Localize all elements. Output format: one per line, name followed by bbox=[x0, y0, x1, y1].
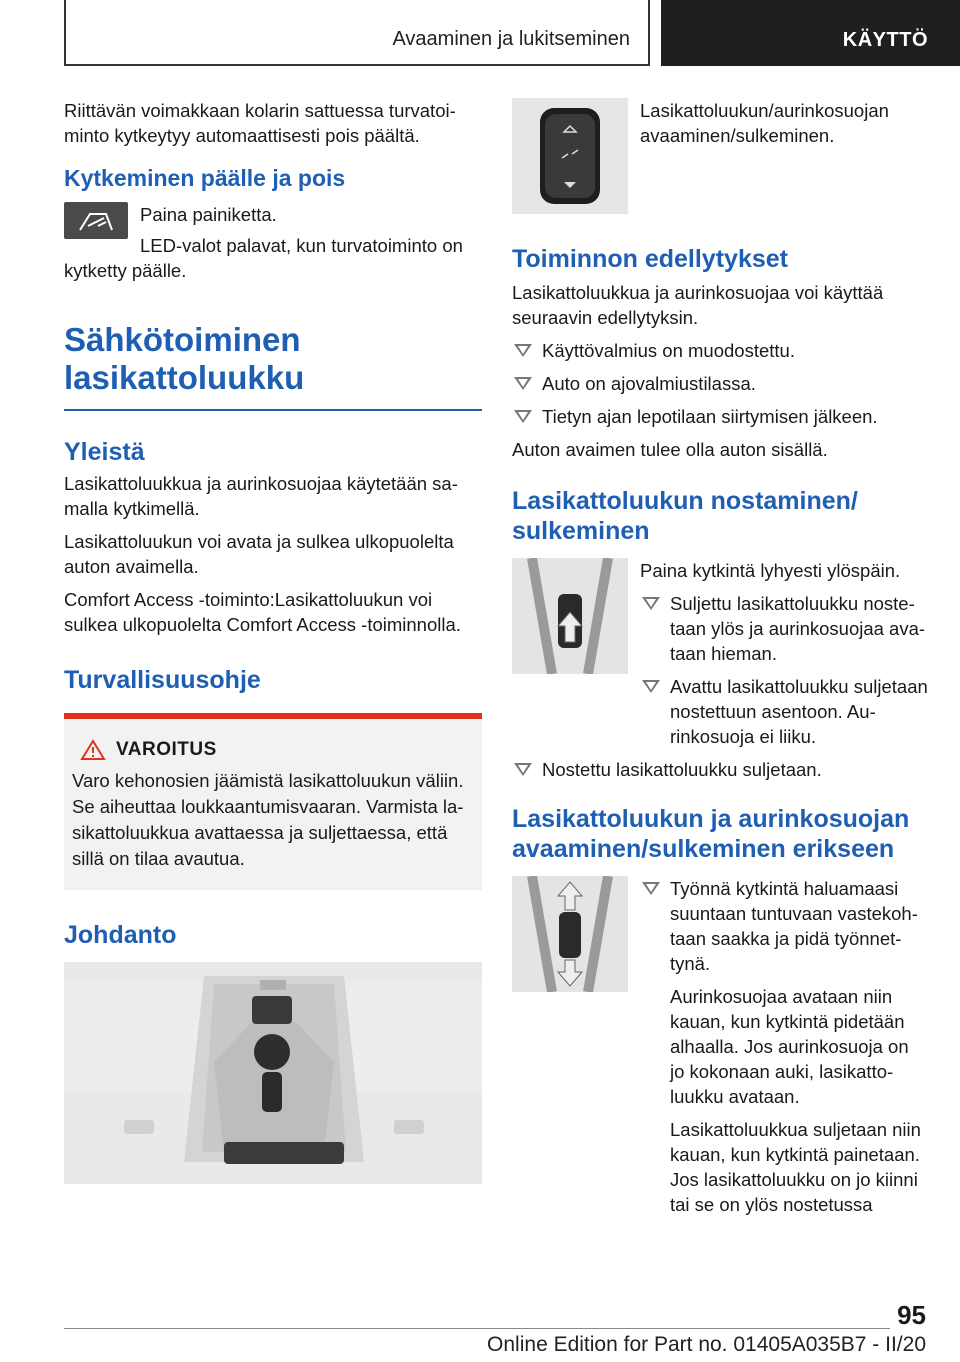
safety-heading: Turvallisuusohje bbox=[64, 666, 261, 694]
footer-divider bbox=[64, 1328, 890, 1329]
sunroof-switch-photo bbox=[512, 98, 628, 214]
conditions-heading: Toiminnon edellytykset bbox=[512, 245, 788, 273]
intro-paragraph: Riittävän voimakkaan kolarin sattuessa turvatoiminto kytkeytyy automaattisesti pois päältä. bbox=[64, 100, 456, 146]
intro-heading: Johdanto bbox=[64, 921, 177, 949]
general-paragraph-3: Comfort Access -toiminto:Lasikattoluukun voi sulkea ulkopuolelta Comfort Access -toiminnolla. bbox=[64, 589, 461, 635]
general-heading: Yleistä bbox=[64, 438, 145, 466]
bullet-triangle-icon bbox=[514, 377, 532, 390]
raise-row bbox=[512, 558, 928, 757]
switch-step-1: Paina painiketta. bbox=[140, 204, 277, 225]
conditions-intro: Lasikattoluukkua ja aurinkosuojaa voi käyttää seuraavin edellytyksin. bbox=[512, 282, 884, 328]
raise-list bbox=[640, 591, 928, 749]
raise-heading: Lasikattoluukun nostaminen/ sulkeminen bbox=[512, 487, 858, 545]
page-number: 95 bbox=[897, 1300, 926, 1330]
separate-paragraph-2: Lasikattoluukkua suljetaan niin kauan, kun kytkintä painetaan. Jos lasikattoluukku on jo kiinni tai se on ylös nostetussa bbox=[670, 1119, 921, 1215]
raise-intro: Paina kytkintä lyhyesti ylöspäin. bbox=[640, 560, 901, 581]
bullet-triangle-icon bbox=[514, 763, 532, 776]
separate-list bbox=[640, 876, 928, 976]
chapter-tab bbox=[661, 0, 960, 66]
raise-extra-list bbox=[512, 757, 928, 782]
overhead-console-photo bbox=[64, 962, 482, 1184]
switch-caption: Lasikattoluukun/aurinkosuojan avaaminen/sulkeminen. bbox=[640, 100, 889, 146]
list-item: Käyttövalmius on muodostettu. bbox=[512, 338, 928, 363]
warning-title: VAROITUS bbox=[116, 739, 217, 760]
section-title: Avaaminen ja lukitseminen bbox=[392, 28, 630, 50]
general-paragraph-2: Lasikattoluukun voi avata ja sulkea ulkopuolelta auton avaimella. bbox=[64, 531, 454, 577]
main-title-line-1: Sähkötoiminen bbox=[64, 321, 301, 358]
list-item: Työnnä kytkintä haluamaasi suuntaan tuntuvaan vastekohtaan saakka ja pidä työnnettynä. bbox=[640, 876, 928, 976]
bullet-triangle-icon bbox=[642, 597, 660, 610]
separate-heading: Lasikattoluukun ja aurinkosuojan avaaminen/sulkeminen erikseen bbox=[512, 805, 910, 863]
list-item: Suljettu lasikattoluukku nostetaan ylös ja aurinkosuojaa avataan hieman. bbox=[640, 591, 928, 666]
warning-triangle-icon bbox=[80, 739, 106, 761]
list-item: Tietyn ajan lepotilaan siirtymisen jälkeen. bbox=[512, 404, 928, 429]
bullet-triangle-icon bbox=[514, 410, 532, 423]
switch-caption-row bbox=[512, 98, 928, 214]
separate-row bbox=[512, 876, 928, 1225]
list-item: Avattu lasikattoluukku suljetaan nostettuun asentoon. Aurinkosuoja ei liiku. bbox=[640, 674, 928, 749]
title-divider bbox=[64, 409, 482, 411]
main-title bbox=[64, 321, 482, 397]
key-note: Auton avaimen tulee olla auton sisällä. bbox=[512, 439, 828, 460]
chapter-title: KÄYTTÖ bbox=[842, 29, 928, 51]
list-item: Auto on ajovalmiustilassa. bbox=[512, 371, 928, 396]
switch-up-down-photo bbox=[512, 876, 628, 992]
main-title-line-2: lasikattoluukku bbox=[64, 359, 305, 396]
edition-note: Online Edition for Part no. 01405A035B7 - II/20 bbox=[487, 1333, 926, 1356]
page-header bbox=[0, 0, 960, 66]
sunroof-safety-button-icon bbox=[64, 202, 128, 239]
general-paragraph-1: Lasikattoluukkua ja aurinkosuojaa käytetään samalla kytkimellä. bbox=[64, 473, 458, 519]
list-item: Nostettu lasikattoluukku suljetaan. bbox=[512, 757, 928, 782]
switch-heading: Kytkeminen päälle ja pois bbox=[64, 165, 346, 191]
separate-paragraph-1: Aurinkosuojaa avataan niin kauan, kun kytkintä pidetään alhaalla. Jos aurinkosuoja on jo kokonaan auki, lasikattoluukku avataan. bbox=[670, 986, 909, 1107]
bullet-triangle-icon bbox=[514, 344, 532, 357]
section-tab bbox=[64, 0, 650, 66]
left-column bbox=[64, 98, 482, 1184]
conditions-list bbox=[512, 338, 928, 429]
switch-step-2: LED-valot palavat, kun turvatoiminto on kytketty päälle. bbox=[64, 235, 463, 281]
bullet-triangle-icon bbox=[642, 882, 660, 895]
bullet-triangle-icon bbox=[642, 680, 660, 693]
warning-box bbox=[64, 713, 482, 890]
right-column bbox=[512, 98, 928, 1225]
warning-text: Varo kehonosien jäämistä lasikattoluukun väliin. Se aiheuttaa loukkaantumisvaaran. Varmista lasikattoluukkua avattaessa ja suljettaessa, että sillä on tilaa avautua. bbox=[72, 770, 464, 869]
switch-up-photo bbox=[512, 558, 628, 674]
warning-header bbox=[80, 737, 474, 762]
